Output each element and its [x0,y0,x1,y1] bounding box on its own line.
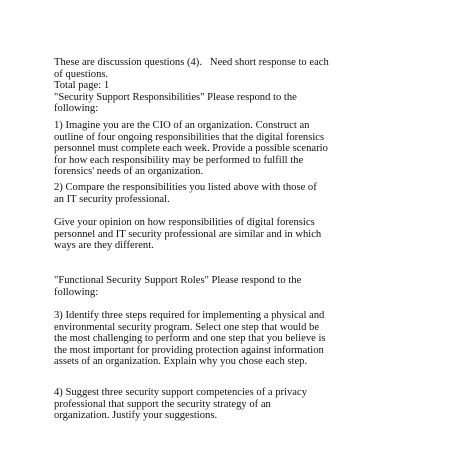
intro-paragraph: These are discussion questions (4). Need short response to each of questions. Total page: 1 "Security Support Responsibilities" Please respond to the following: [54,57,329,114]
section-2-heading: "Functional Security Support Roles" Please respond to the following: [54,275,302,298]
question-2-opinion: Give your opinion on how responsibilities of digital forensics personnel and IT security professional are similar and in which ways are they different. [54,217,322,251]
question-3: 3) Identify three steps required for implementing a physical and environmental security program. Select one step that would be the most challenging to perform and one step that you believe is the most important for providing protection against information assets of an organization. Explain why you chose each step. [54,310,326,367]
question-1: 1) Imagine you are the CIO of an organization. Construct an outline of four ongoing responsibilities that the digital forensics personnel must complete each week. Provide a possible scenario for how each responsibility may be performed to fulfill the forensics' needs of an organization. [54,120,328,177]
question-2: 2) Compare the responsibilities you listed above with those of an IT security professional. [54,182,317,205]
question-4: 4) Suggest three security support competencies of a privacy professional that support the security strategy of an organization. Justify your suggestions. [54,387,307,421]
